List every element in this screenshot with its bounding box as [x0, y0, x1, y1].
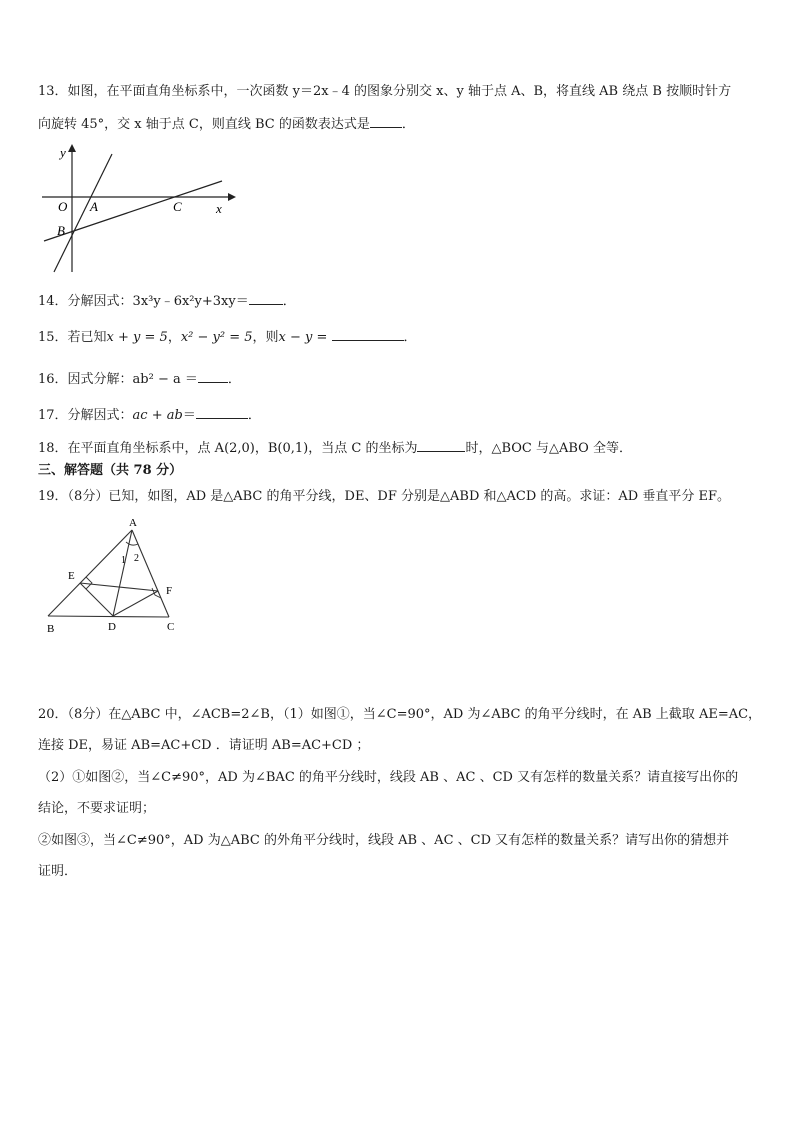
label-a: A: [129, 517, 137, 529]
q15-eq3: x − y =: [278, 330, 328, 345]
q13-line2: [38, 113, 415, 135]
section-heading: 三、解答题（共 78 分）: [38, 463, 183, 478]
segment-df: [113, 591, 158, 616]
q15-text: 15．若已知: [38, 330, 107, 345]
line-bc: [44, 181, 222, 241]
q14-answer-blank[interactable]: [249, 290, 283, 305]
q13-line1: 13．如图，在平面直角坐标系中，一次函数 y＝2x﹣4 的图象分别交 x、y 轴于点 A、B，将直线 AB 绕点 B 按顺时针方: [38, 84, 732, 99]
q15-sep: ，: [167, 330, 181, 345]
label-x: x: [216, 201, 222, 216]
q16-text: 16．因式分解：ab² − a ＝: [38, 372, 198, 387]
q16-answer-blank[interactable]: [198, 368, 228, 383]
label-b: B: [57, 223, 65, 238]
label-c: C: [167, 621, 175, 633]
label-angle-1: 1: [121, 555, 126, 566]
label-f: F: [166, 585, 173, 597]
q16: [38, 368, 241, 390]
q14: [38, 290, 296, 312]
q13-period: ．: [401, 117, 415, 132]
q20-line3: （2）①如图②，当∠C≠90°，AD 为∠BAC 的角平分线时，线段 AB 、AC 、CD 又有怎样的数量关系？请直接写出你的: [38, 770, 739, 785]
y-axis-arrow: [68, 144, 76, 152]
segment-de: [80, 583, 113, 616]
q15: [38, 326, 417, 348]
x-axis-arrow: [228, 193, 236, 201]
q17-answer-blank[interactable]: [196, 404, 248, 419]
q18-text-end: 时，△BOC 与△ABO 全等．: [465, 441, 632, 456]
q18-text: 18．在平面直角坐标系中，点 A(2,0)，B(0,1)，当点 C 的坐标为: [38, 441, 418, 456]
segment-ad: [113, 530, 132, 616]
q17: [38, 404, 261, 426]
label-o: O: [58, 199, 68, 214]
q20-line4: 结论，不要求证明；: [38, 801, 156, 816]
side-ac: [132, 530, 169, 617]
q14-period: ．: [282, 294, 296, 309]
q17-period: ．: [247, 408, 261, 423]
side-ab: [48, 530, 132, 616]
q17-text: 17．分解因式：: [38, 408, 133, 423]
q20-line5: ②如图③，当∠C≠90°，AD 为△ABC 的外角平分线时，线段 AB 、AC 、CD 又有怎样的数量关系？请写出你的猜想并: [38, 833, 730, 848]
q17-expr: ac + ab: [132, 408, 183, 423]
q18: [38, 437, 632, 459]
q15-eq2: x² − y² = 5: [180, 330, 253, 345]
label-c: C: [173, 199, 182, 214]
q15-eq1: x + y = 5: [106, 330, 168, 345]
q20-line2: 连接 DE，易证 AB=AC+CD ．请证明 AB=AC+CD ；: [38, 738, 370, 753]
q15-answer-blank[interactable]: [332, 326, 404, 341]
label-e: E: [68, 570, 75, 582]
q19-text: 19．（8分）已知，如图，AD 是△ABC 的角平分线，DE、DF 分别是△ABD 和△ACD 的高。求证：AD 垂直平分 EF。: [38, 489, 730, 504]
right-angle-e: [86, 577, 92, 589]
side-bc: [48, 616, 169, 617]
q14-text: 14．分解因式：3x³y﹣6x²y+3xy＝: [38, 294, 249, 309]
q19-figure: [38, 516, 188, 636]
label-angle-2: 2: [134, 553, 139, 564]
label-y: y: [60, 145, 66, 160]
label-d: D: [108, 621, 116, 633]
q17-eq: ＝: [182, 408, 196, 423]
q13-line2-text: 向旋转 45°，交 x 轴于点 C，则直线 BC 的函数表达式是: [38, 117, 370, 132]
q20-line6: 证明．: [38, 864, 78, 879]
q15-mid: ，则: [252, 330, 279, 345]
q15-period: ．: [403, 330, 417, 345]
angle-arc: [126, 542, 138, 545]
q20-line1: 20．（8分）在△ABC 中，∠ACB=2∠B，（1）如图①，当∠C=90°，AD 为∠ABC 的角平分线时，在 AB 上截取 AE=AC，: [38, 707, 762, 722]
q13-figure: [38, 140, 238, 280]
label-b: B: [47, 623, 55, 635]
q18-answer-blank[interactable]: [417, 437, 465, 452]
q16-period: ．: [227, 372, 241, 387]
q13-answer-blank[interactable]: [370, 113, 402, 128]
label-a: A: [90, 199, 98, 214]
